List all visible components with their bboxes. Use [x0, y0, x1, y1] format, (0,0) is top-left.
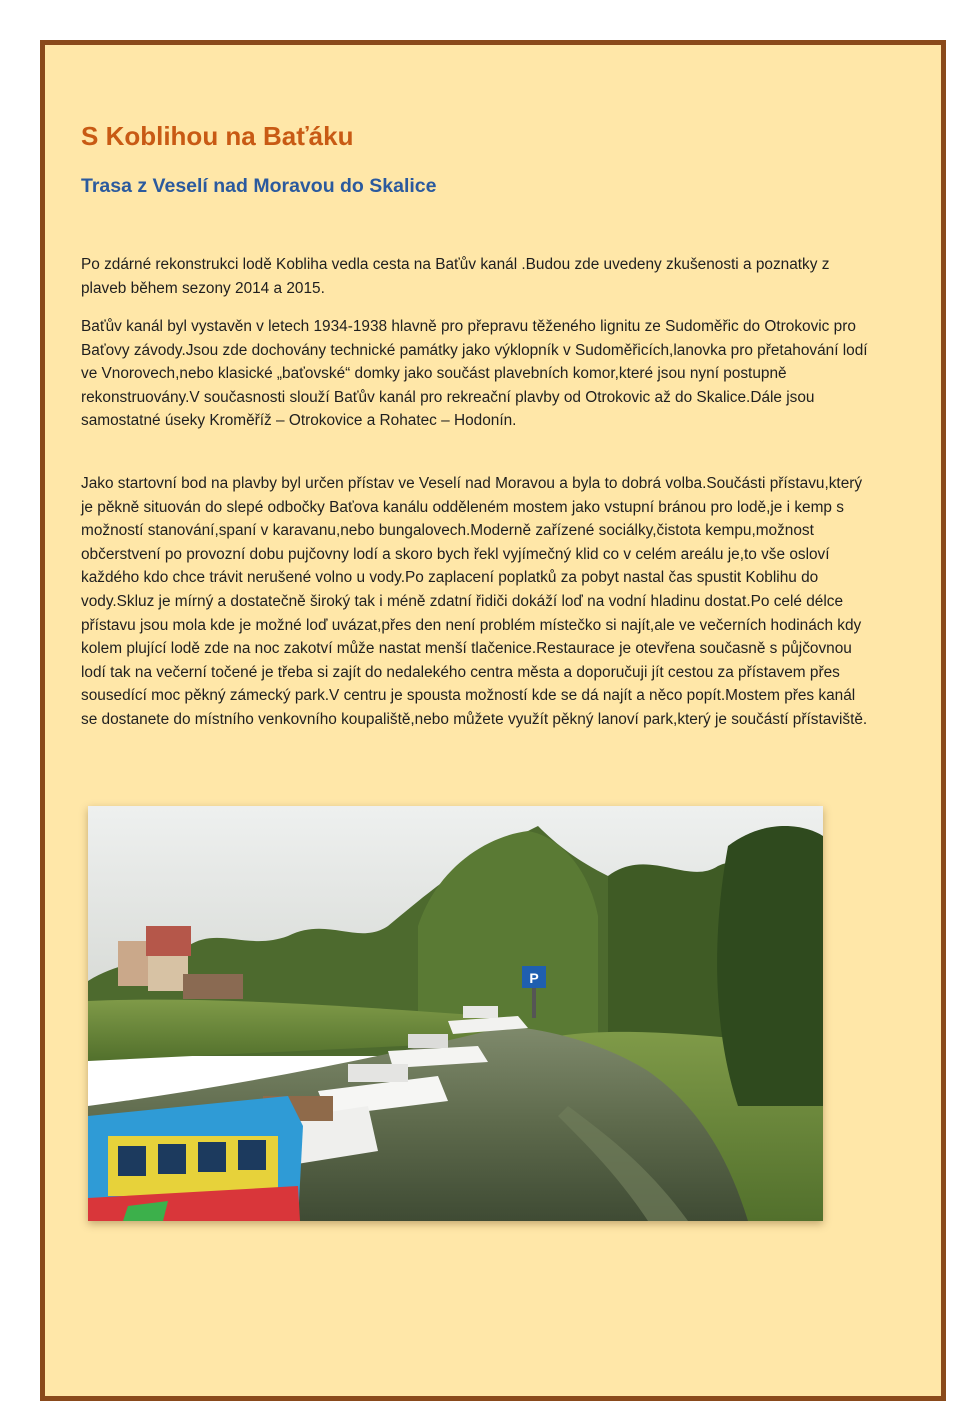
article-subtitle: Trasa z Veselí nad Moravou do Skalice: [81, 175, 437, 197]
paragraph-marina: Jako startovní bod na plavby byl určen přístav ve Veselí nad Moravou a byla to dobrá volba.Součásti přístavu,který je pěkně situován do slepé odbočky Baťova kanálu odděleném mostem jako vstupní bránou pro lodě,je i kemp s možností stanování,spaní v karavanu,nebo bungalovech.Moderně zařízené sociálky,čistota kempu,možnost občerstvení po provozní dobu pujčovny lodí a skoro bych řekl vyjímečný klid co v celém areálu je,to vše osloví každého kdo chce trávit nerušené volno u vody.Po zaplacení poplatků za pobyt nastal čas spustit Koblihu do vody.Skluz je mírný a dostatečně široký tak i méně zdatní řidiči dokáží loď na vodní hladinu dostat.Po celé délce přístavu jsou mola kde je možné loď uvázat,přes den není problém místečko si najít,ale ve večerních hodinách kdy kolem plující lodě zde na noc zakotví může nastat menší tlačenice.Restaurace je otevřena současně s půjčovnou lodí tak na večerní točené je třeba si zajít do nedalekého centra města a doporučuji jít cestou za přístavem přes sousedící moc pěkný zámecký park.V centru je spousta možností kde se dá najít a něco popít.Mostem přes kanál se dostanete do místního venkovního koupaliště,nebo můžete využít pěkný lanoví park,který je součástí přístaviště.: [81, 475, 868, 728]
paragraph-intro: Po zdárné rekonstrukci lodě Kobliha vedla cesta na Baťův kanál .Budou zde uvedeny zkušenosti a poznatky z plaveb během sezony 2014 a 2015.: [81, 256, 830, 297]
parking-sign-text: P: [529, 970, 539, 986]
canal-marina-photo: [88, 806, 823, 1221]
article-title: S Koblihou na Baťáku: [81, 121, 354, 151]
tree-foreground-right: [717, 826, 823, 1106]
paragraph-history: Baťův kanál byl vystavěn v letech 1934-1938 hlavně pro přepravu těženého lignitu ze Sudoměřic do Otrokovic pro Baťovy závody.Jsou zde dochovány technické památky jako výklopník v Sudoměřicích,lanovka pro přetahování lodí ve Vnorovech,nebo klasické „baťovské“ domky jako součást plavebních komor,které jsou nyní postupně rekonstruovány.V současnosti slouží Baťův kanál pro rekreační plavby od Otrokovic až do Skalice.Dále jsou samostatné úseky Kroměříž – Otrokovice a Rohatec – Hodonín.: [81, 318, 868, 430]
